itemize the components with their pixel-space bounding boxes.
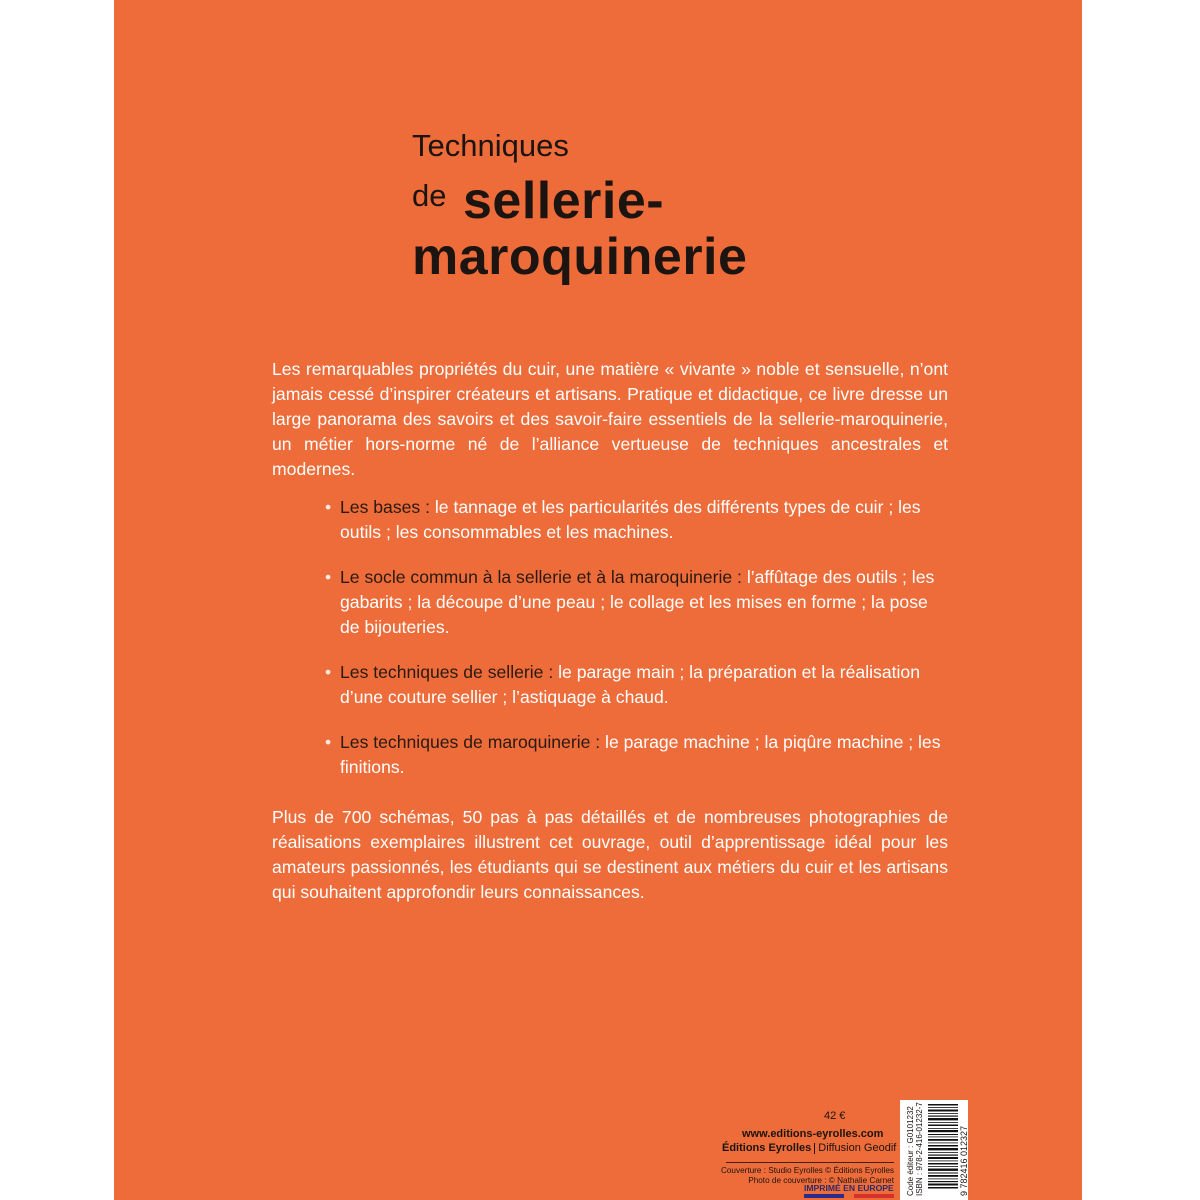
topic-text: l’affûtage des outils ; les gabarits ; la découpe d’une peau ; le collage et les mises en forme ; la pose de bijouteries. (340, 567, 935, 637)
photo-credit: Photo de couverture : © Nathalie Carnet (748, 1176, 894, 1185)
editor-code: Code éditeur : G0101232 (906, 1106, 915, 1196)
closing-paragraph: Plus de 700 schémas, 50 pas à pas détaillés et de nombreuses photographies de réalisations exemplaires illustrent cet ouvrage, outil d’apprentissage idéal pour les amateurs passionnés, les étudiants qui se destinent aux métiers du cuir et les artisans qui souhaitent approfondir leurs connaissances. (272, 807, 948, 902)
isbn-number: ISBN : 978-2-416-01232-7 (915, 1102, 924, 1196)
topic-text: le parage main ; la préparation et la réalisation d’une couture sellier ; l’astiquage à chaud. (340, 662, 920, 707)
topic-item-sellerie (322, 660, 950, 710)
bullet-dot-icon: • (325, 497, 332, 517)
topic-item-maroquinerie (322, 730, 950, 780)
topic-item-bases (322, 495, 950, 545)
title-line-techniques: Techniques (412, 128, 569, 163)
topic-label: Le socle commun à la sellerie et à la maroquinerie : (340, 567, 742, 587)
title-word-de: de (412, 178, 447, 213)
separator-bar (814, 1143, 815, 1154)
title-word-maroquinerie: maroquinerie (412, 228, 748, 286)
publisher-website: www.editions-eyrolles.com (742, 1128, 884, 1140)
price-label: 42 € (824, 1110, 846, 1122)
topic-label: Les techniques de maroquinerie : (340, 732, 601, 752)
barcode-number: 9 782416 012327 (959, 1125, 969, 1196)
isbn-label-box (900, 1100, 968, 1200)
publisher-name: Éditions Eyrolles (722, 1142, 812, 1154)
bullet-dot-icon: • (325, 567, 332, 587)
back-cover (114, 0, 1082, 1200)
topic-label: Les bases : (340, 497, 430, 517)
intro-paragraph: Les remarquables propriétés du cuir, une matière « vivante » noble et sensuelle, n’ont jamais cessé d’inspirer créateurs et artisans. Pratique et didactique, ce livre dresse un large panorama des savoirs et des savoir-faire essentiels de la sellerie-maroquinerie, un métier hors-norme né de l’alliance vertueuse de techniques ancestrales et modernes. (272, 359, 948, 479)
cover-credit: Couverture : Studio Eyrolles © Éditions Eyrolles (720, 1166, 894, 1175)
bullet-dot-icon: • (325, 732, 332, 752)
topic-text: le tannage et les particularités des différents types de cuir ; les outils ; les consommables et les machines. (340, 497, 921, 542)
topic-label: Les techniques de sellerie : (340, 662, 554, 682)
distributor-name: Diffusion Geodif (818, 1142, 897, 1154)
printed-in-europe-label: IMPRIMÉ EN EUROPE (804, 1183, 894, 1193)
eu-flag-icon (804, 1194, 894, 1198)
topic-item-socle-commun (322, 565, 950, 640)
barcode-icon (928, 1104, 958, 1190)
topic-text: le parage machine ; la piqûre machine ; les finitions. (340, 732, 941, 777)
publisher-line (722, 1142, 896, 1154)
bullet-dot-icon: • (325, 662, 332, 682)
topic-list (322, 495, 950, 800)
footer-divider (726, 1162, 894, 1163)
title-word-sellerie: sellerie- (463, 172, 665, 230)
